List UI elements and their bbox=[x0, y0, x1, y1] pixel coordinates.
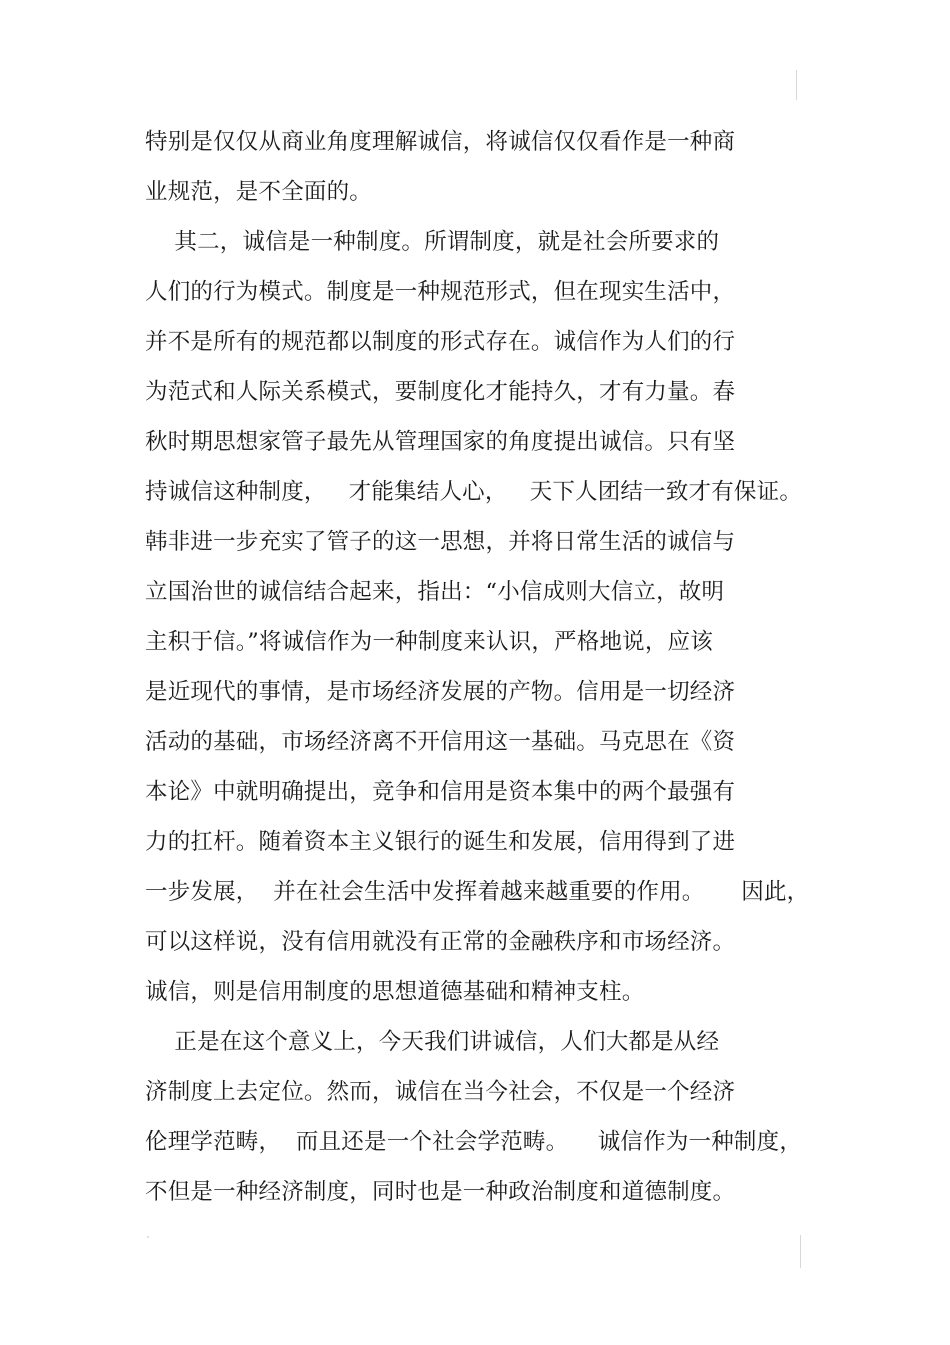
text-line: 业规范，是不全面的。 bbox=[145, 179, 373, 205]
text-line: 诚信，则是信用制度的思想道德基础和精神支柱。 bbox=[145, 979, 645, 1005]
text-line: 特别是仅仅从商业角度理解诚信，将诚信仅仅看作是一种商 bbox=[145, 129, 736, 155]
text-line: 正是在这个意义上，今天我们讲诚信，人们大都是从经 bbox=[145, 1029, 720, 1055]
text-line: 其二，诚信是一种制度。所谓制度，就是社会所要求的 bbox=[145, 229, 720, 255]
text-line: 济制度上去定位。然而，诚信在当今社会，不仅是一个经济 bbox=[145, 1079, 736, 1105]
page-edge-mark-top bbox=[796, 70, 797, 100]
page-speck bbox=[147, 1236, 149, 1238]
text-line: 为范式和人际关系模式，要制度化才能持久，才有力量。春 bbox=[145, 379, 736, 405]
text-line: 一步发展， 并在社会生活中发挥着越来越重要的作用。 因此， bbox=[145, 879, 810, 905]
text-line: 立国治世的诚信结合起来，指出：“小信成则大信立，故明 bbox=[145, 579, 725, 605]
document-body bbox=[145, 117, 810, 1217]
text-line: 并不是所有的规范都以制度的形式存在。诚信作为人们的行 bbox=[145, 329, 736, 355]
text-line: 不但是一种经济制度，同时也是一种政治制度和道德制度。 bbox=[145, 1179, 736, 1205]
text-line: 韩非进一步充实了管子的这一思想，并将日常生活的诚信与 bbox=[145, 529, 736, 555]
text-line: 人们的行为模式。制度是一种规范形式，但在现实生活中， bbox=[145, 279, 736, 305]
text-line: 持诚信这种制度， 才能集结人心， 天下人团结一致才有保证。 bbox=[145, 479, 803, 505]
text-line: 主积于信。”将诚信作为一种制度来认识，严格地说，应该 bbox=[145, 629, 713, 655]
page-edge-mark-bottom bbox=[800, 1235, 801, 1268]
text-line: 本论》中就明确提出，竞争和信用是资本集中的两个最强有 bbox=[145, 779, 736, 805]
text-line: 伦理学范畴， 而且还是一个社会学范畴。 诚信作为一种制度， bbox=[145, 1129, 803, 1155]
text-line: 可以这样说，没有信用就没有正常的金融秩序和市场经济。 bbox=[145, 929, 736, 955]
text-line: 是近现代的事情，是市场经济发展的产物。信用是一切经济 bbox=[145, 679, 736, 705]
text-line: 力的扛杆。随着资本主义银行的诞生和发展，信用得到了进 bbox=[145, 829, 736, 855]
text-line: 秋时期思想家管子最先从管理国家的角度提出诚信。只有坚 bbox=[145, 429, 736, 455]
text-line: 活动的基础，市场经济离不开信用这一基础。马克思在《资 bbox=[145, 729, 736, 755]
